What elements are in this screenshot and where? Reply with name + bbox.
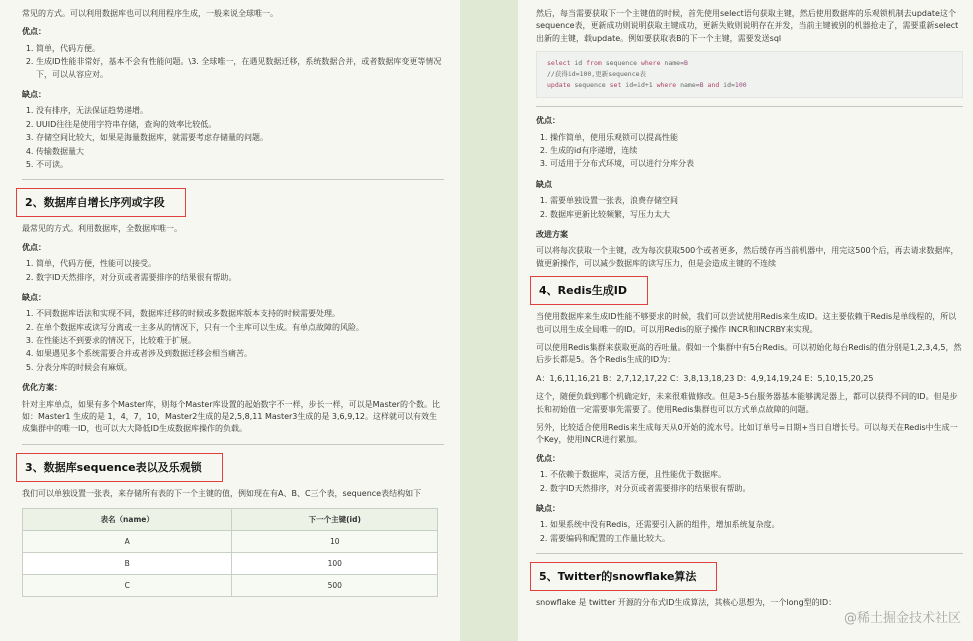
table-cell: 500 xyxy=(232,575,438,597)
list-item: 1. 简单，代码方便。 xyxy=(36,43,444,55)
right-page xyxy=(518,0,973,641)
table-row xyxy=(23,575,438,597)
list-item: 2. 需要编码和配置的工作量比较大。 xyxy=(550,533,963,545)
table-header: 表名（name） xyxy=(23,509,232,531)
table-header-row xyxy=(23,509,438,531)
sequence-pros-label: 优点： xyxy=(536,116,560,126)
list-item: 1. 操作简单，使用乐观锁可以提高性能 xyxy=(550,132,963,144)
sequence-cons-list xyxy=(536,195,963,221)
uuid-pros-label: 优点： xyxy=(22,27,46,37)
list-item: 1. 简单，代码方便，性能可以接受。 xyxy=(36,258,444,270)
section-divider xyxy=(536,106,963,107)
sequence-pros-list xyxy=(536,132,963,171)
redis-paragraph: 另外，比较适合使用Redis来生成每天从0开始的流水号。比如订单号=日期+当日自增长号。可以每天在Redis中生成一个Key，使用INCR进行累加。 xyxy=(536,423,958,445)
auto-increment-pros-list xyxy=(22,258,444,284)
improve-text: 可以将每次获取一个主键，改为每次获取500个或者更多，然后缓存再当前机器中，用完这500个后，再去请求数据库，做更新操作，可以减少数据库的读写压力，但是会造成主键的不连续 xyxy=(536,246,959,268)
watermark: @稀土掘金技术社区 xyxy=(843,610,961,626)
redis-paragraph: 可以使用Redis集群来获取更高的吞吐量。假如一个集群中有5台Redis。可以初始化每台Redis的值分别是1,2,3,4,5，然后步长都是5。各个Redis生成的ID为： xyxy=(536,343,962,365)
list-item: 1. 不依赖于数据库，灵活方便，且性能优于数据库。 xyxy=(550,469,963,481)
redis-pros-label: 优点： xyxy=(536,453,560,463)
redis-ids: A：1,6,11,16,21 B：2,7,12,17,22 C：3,8,13,18,23 D：4,9,14,19,24 E：5,10,15,20,25 xyxy=(536,373,874,383)
table-header: 下一个主键(id) xyxy=(232,509,438,531)
sequence-cons-label: 缺点 xyxy=(536,179,552,189)
list-item: 3. 存储空间比较大，如果是海量数据库，就需要考虑存储量的问题。 xyxy=(36,132,444,144)
code-line: select id from sequence where name=B xyxy=(547,59,688,68)
list-item: 1. 没有排序，无法保证趋势递增。 xyxy=(36,105,444,117)
section-divider xyxy=(536,553,963,554)
list-item: 1. 如果系统中没有Redis，还需要引入新的组件，增加系统复杂度。 xyxy=(550,519,963,531)
list-item: 2. 生成的id有序递增，连续 xyxy=(550,145,963,157)
list-item: 1. 不同数据库语法和实现不同，数据库迁移的时候或多数据库版本支持的时候需要处理。 xyxy=(36,308,444,320)
section-divider xyxy=(22,444,444,445)
list-item: 2. 数字ID天然排序，对分页或者需要排序的结果很有帮助。 xyxy=(36,272,444,284)
list-item: 4. 如果遇见多个系统需要合并或者涉及到数据迁移会相当痛苦。 xyxy=(36,348,444,360)
section-divider xyxy=(22,179,444,180)
sequence-table xyxy=(22,508,438,597)
section-heading-snowflake: 5、Twitter的snowflake算法 xyxy=(530,562,717,591)
table-cell: B xyxy=(23,553,232,575)
uuid-cons-label: 缺点： xyxy=(22,89,46,99)
table-cell: A xyxy=(23,531,232,553)
sql-code-block xyxy=(536,51,963,98)
redis-pros-list xyxy=(536,469,963,495)
optimization-text: 针对主库单点，如果有多个Master库，则每个Master库设置的起始数字不一样，步长一样，可以是Master的个数。比如：Master1 生成的是 1，4，7，10，Master2生成的是2,5,8,11 Master3生成的是 3,6,9,12。这样就可以有效生成集群中的唯一ID，也可以大大降低ID生成数据库操作的负载。 xyxy=(22,399,440,434)
redis-paragraph: 当使用数据库来生成ID性能不够要求的时候，我们可以尝试使用Redis来生成ID。这主要依赖于Redis是单线程的，所以也可以用生成全局唯一的ID。可以用Redis的原子操作 INCR和INCRBY来实现。 xyxy=(536,312,957,334)
sequence-intro: 我们可以单独设置一张表，来存储所有表的下一个主键的值，例如现在有A、B、C三个表，sequence表结构如下 xyxy=(22,488,422,498)
list-item: 2. 数据库更新比较频繁，写压力太大 xyxy=(550,209,963,221)
uuid-intro: 常见的方式。可以利用数据库也可以利用程序生成，一般来说全球唯一。 xyxy=(22,9,278,18)
sequence-explanation: 然后，每当需要获取下一个主键值的时候，首先使用select语句获取主键，然后使用数据库的乐观锁机制去update这个sequence表，更新成功则说明获取主键成功，更新失败则说明存在并发，当前主键被别的机器抢走了，需要重新select出新的主键，载update。例如要获取表B的下一个主键，需要发送sql xyxy=(536,9,959,43)
auto-increment-cons-list xyxy=(22,308,444,374)
section-heading-auto-increment: 2、数据库自增长序列或字段 xyxy=(16,188,186,217)
redis-cons-list xyxy=(536,519,963,545)
code-line: //获得id=100,更新sequence表 xyxy=(547,70,647,79)
table-row xyxy=(23,553,438,575)
redis-cons-label: 缺点： xyxy=(536,503,560,513)
optimization-label: 优化方案： xyxy=(22,383,62,393)
section-heading-redis: 4、Redis生成ID xyxy=(530,276,648,305)
uuid-pros-list xyxy=(22,43,444,81)
list-item: 3. 可适用于分布式环境，可以进行分库分表 xyxy=(550,158,963,170)
list-item: 4. 传输数据量大 xyxy=(36,146,444,158)
list-item: 2. 生成ID性能非常好，基本不会有性能问题。\3. 全球唯一，在遇见数据迁移，系统数据合并，或者数据库变更等情况下，可以从容应对。 xyxy=(36,56,444,81)
list-item: 1. 需要单独设置一张表，浪费存储空间 xyxy=(550,195,963,207)
list-item: 3. 在性能达不到要求的情况下，比较难于扩展。 xyxy=(36,335,444,347)
section-heading-sequence: 3、数据库sequence表以及乐观锁 xyxy=(16,453,223,482)
table-cell: 100 xyxy=(232,553,438,575)
snowflake-intro: snowflake 是 twitter 开源的分布式ID生成算法，其核心思想为，一个long型的ID： xyxy=(536,598,837,608)
list-item: 5. 不可读。 xyxy=(36,159,444,171)
list-item: 2. 数字ID天然排序，对分页或者需要排序的结果很有帮助。 xyxy=(550,483,963,495)
auto-increment-intro: 最常见的方式。利用数据库，全数据库唯一。 xyxy=(22,224,182,234)
redis-paragraph: 这个，随便负载到哪个机确定好，未来很难做修改。但是3-5台服务器基本能够满足器上，都可以获得不同的ID。但是步长和初始值一定需要事先需要了。使用Redis集群也可以方式单点故障的问题。 xyxy=(536,392,958,414)
improve-label: 改进方案 xyxy=(536,230,568,240)
uuid-cons-list xyxy=(22,105,444,171)
left-page xyxy=(0,0,460,641)
table-cell: 10 xyxy=(232,531,438,553)
auto-increment-pros-label: 优点： xyxy=(22,242,46,252)
code-line: update sequence set id=id+1 where name=B and id=100 xyxy=(547,81,747,90)
list-item: 5. 分表分库的时候会有麻烦。 xyxy=(36,362,444,374)
auto-increment-cons-label: 缺点： xyxy=(22,292,46,302)
table-cell: C xyxy=(23,575,232,597)
list-item: 2. UUID往往是使用字符串存储，查询的效率比较低。 xyxy=(36,119,444,131)
table-row xyxy=(23,531,438,553)
list-item: 2. 在单个数据库或读写分离或一主多从的情况下，只有一个主库可以生成。有单点故障的风险。 xyxy=(36,322,444,334)
